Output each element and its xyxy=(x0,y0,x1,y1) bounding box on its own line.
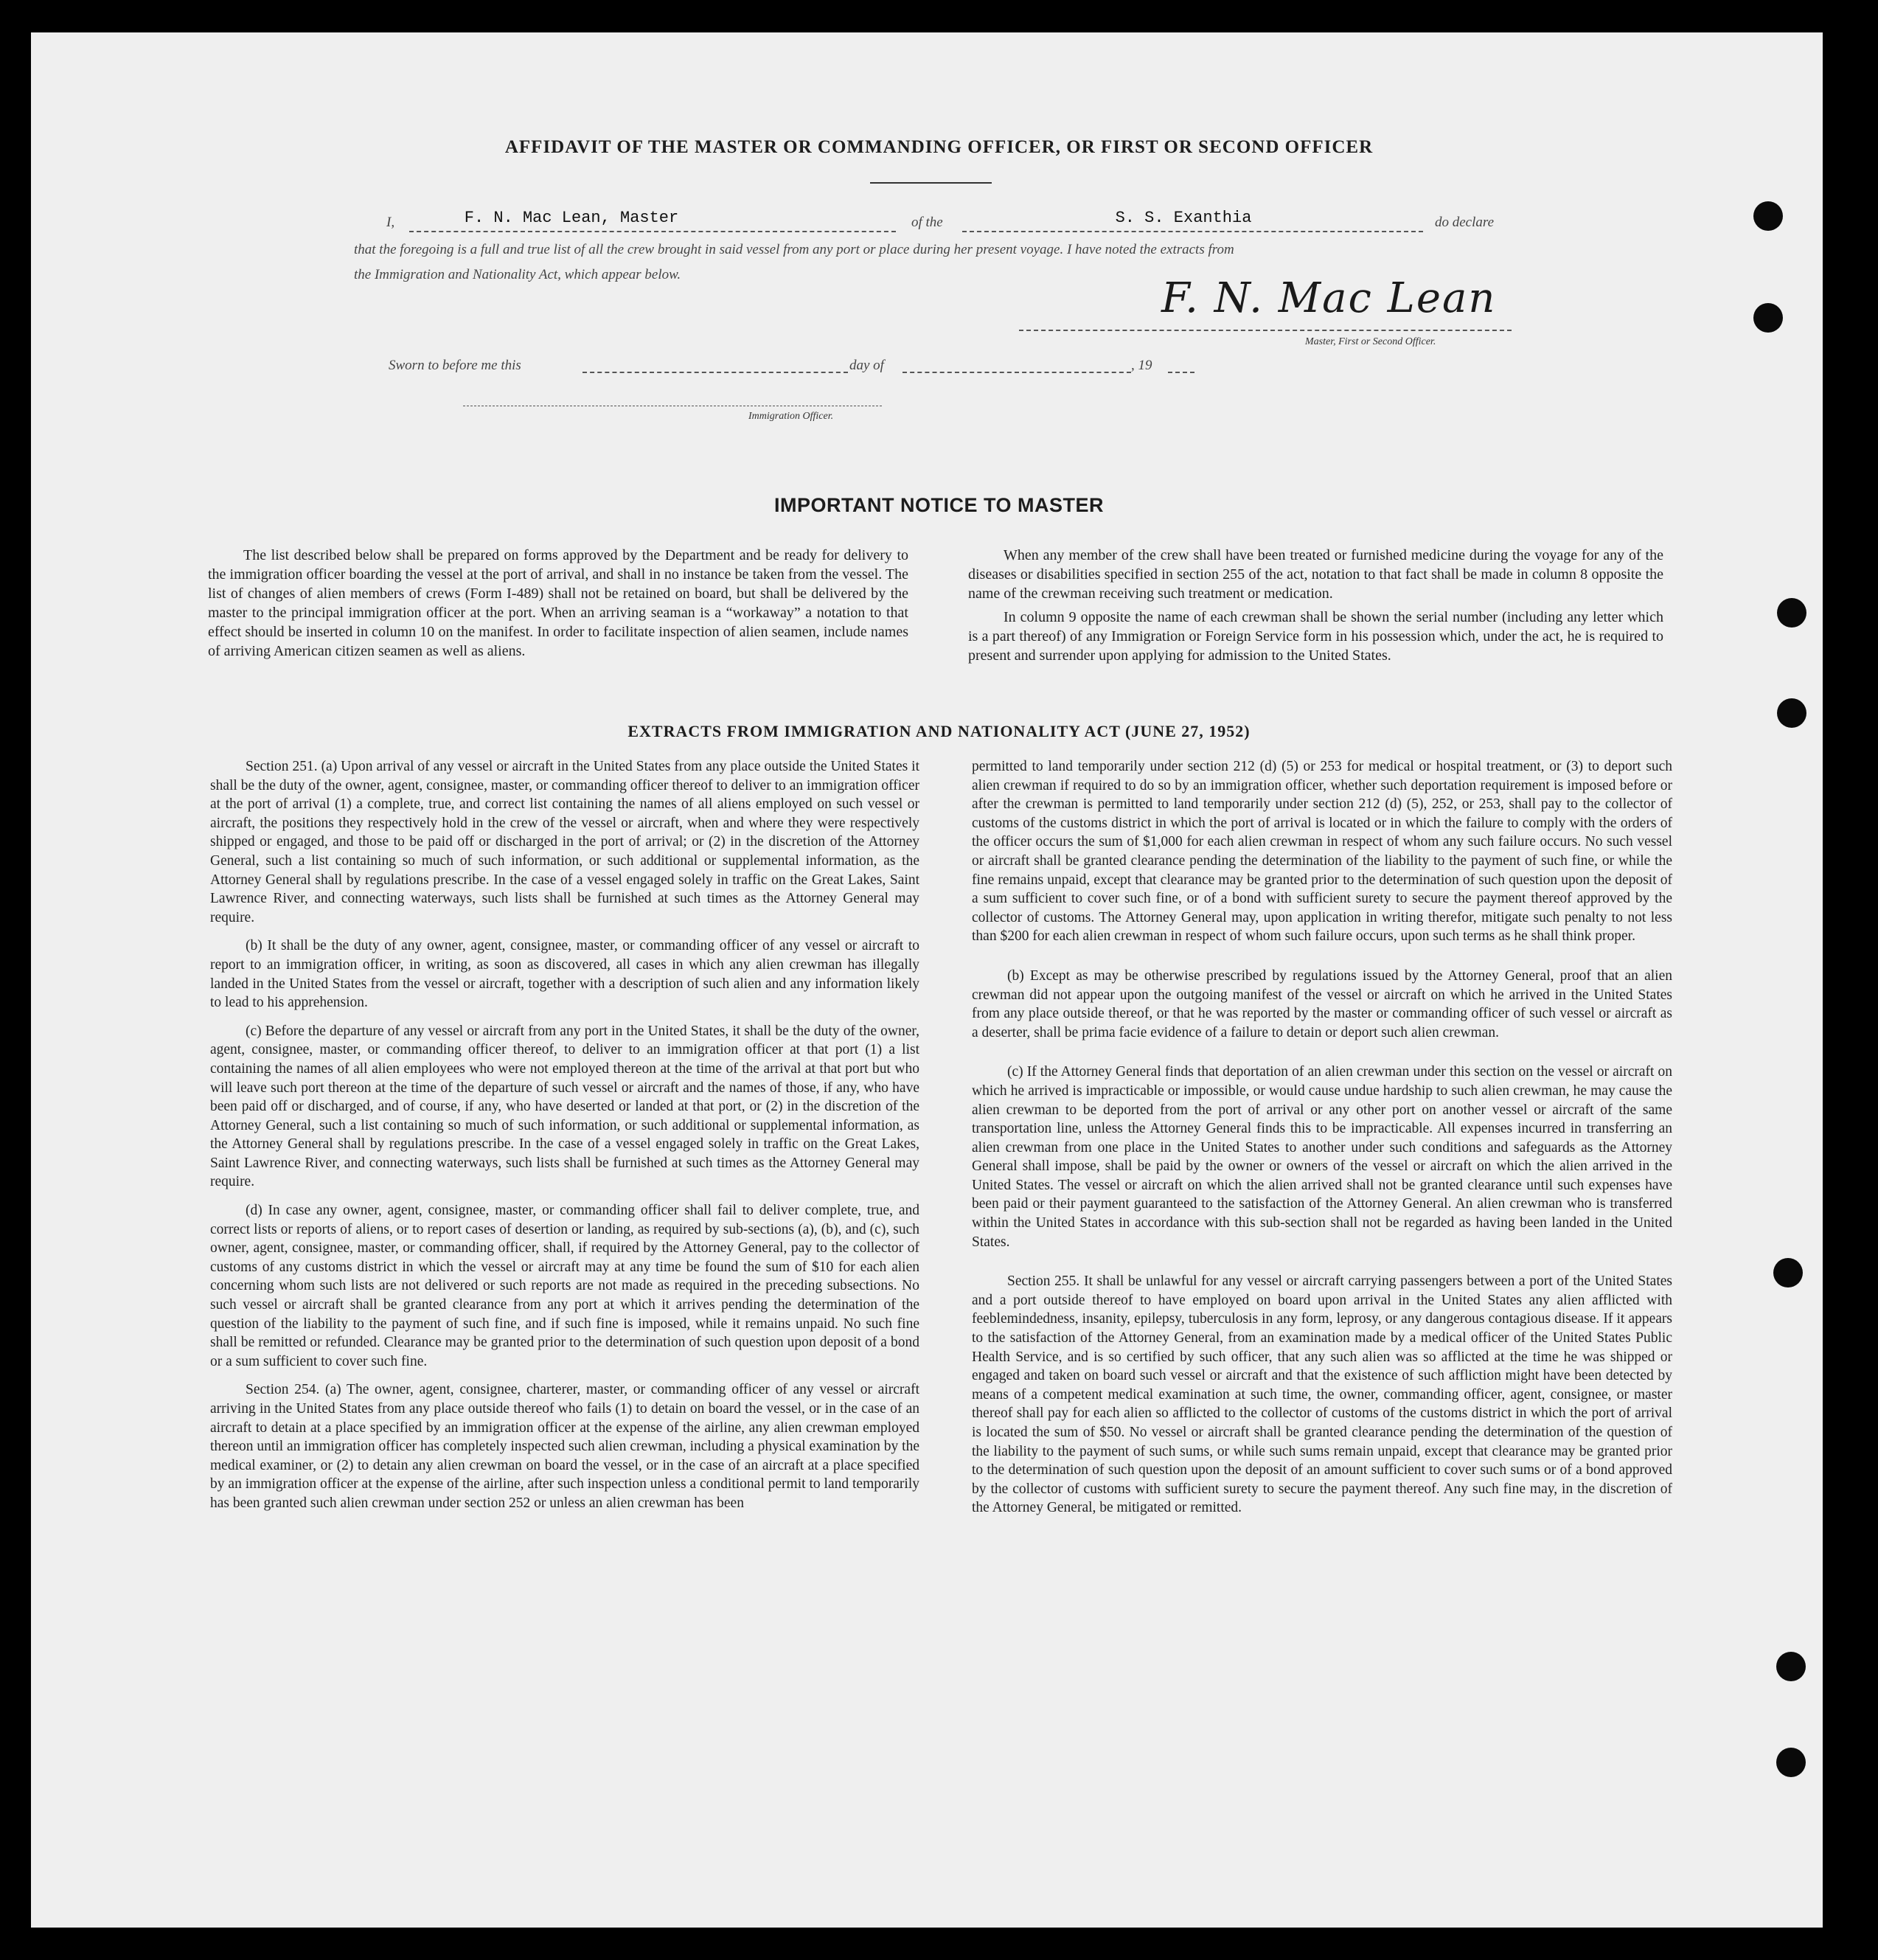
section-254-c: (c) If the Attorney General finds that deportation of an alien crewman under this section on the vessel or aircraft on which he arrived is impracticable or impossible, or would cause undue hardship to such alien crewman, he may cause the alien crewman to be deported from the port of arrival or any other port on another vessel or aircraft of the same transportation line, unless the Attorney General finds this to be impracticable. All expenses incurred in transferring an alien crewman from one place in the United States to another under such conditions and safeguards as the Attorney General shall impose, shall be paid by the owner or owners of the vessel or aircraft on which the alien arrived in the United States. The vessel or aircraft on which the alien arrived shall not be granted clearance until such expenses have been paid or their payment guaranteed to the satisfaction of the Attorney General. An alien crewman who is transferred within the United States in accordance with this sub-section shall not be regarded as having been landed in the United States. xyxy=(972,1064,1672,1250)
vessel-name-line xyxy=(962,231,1423,232)
label-of-the: of the xyxy=(911,215,943,230)
binder-hole-2 xyxy=(1753,303,1783,333)
extracts-title: EXTRACTS FROM IMMIGRATION AND NATIONALITY ACT (JUNE 27, 1952) xyxy=(627,722,1251,740)
master-name-field[interactable]: F. N. Mac Lean, Master xyxy=(464,209,679,227)
declaration-line-2: the Immigration and Nationality Act, which appear below. xyxy=(354,267,681,282)
signature-caption: Master, First or Second Officer. xyxy=(1305,336,1436,347)
binder-hole-7 xyxy=(1776,1748,1806,1777)
section-251-d: (d) In case any owner, agent, consignee, master, or commanding officer shall fail to deliver complete, true, and correct lists or reports of aliens, or to report cases of desertion or landing, as required by sub-sections (a), (b), and (c), such owner, agent, consignee, master, or commanding officer, shall, if required by the Attorney General, pay to the collector of customs of any customs district in which the vessel or aircraft may at any time be found the sum of $10 for each alien concerning whom such lists are not delivered or such reports are not made as required in the preceding subsections. No such vessel or aircraft shall be granted clearance from any port at which it arrives pending the determination of the question of the liability to the payment of such fine, and if such fine is imposed, while it remains unpaid. No such fine shall be remitted or refunded. Clearance may be granted prior to the determination of such question upon deposit of a bond or a sum sufficient to cover such fine. xyxy=(210,1203,919,1369)
signature-line xyxy=(1019,330,1512,331)
section-255: Section 255. It shall be unlawful for any vessel or aircraft carrying passengers between a port of the United States and a port outside thereof to have employed on board upon arrival in the United States any alien afflicted with feeblemindedness, insanity, epilepsy, tuberculosis in any form, leprosy, or any dangerous contagious disease. If it appears to the satisfaction of the Attorney General, from an examination made by a medical officer of the United States Public Health Service, and is so certified by such officer, that any such alien was so afflicted at the time he was shipped or engaged and taken on board such vessel or aircraft and that the existence of such affliction might have been detected by means of a competent medical examination at such time, the owner, commanding officer, agent, consignee, or master thereof shall pay for each alien so afflicted to the collector of customs of the customs district in which the port of arrival is located the sum of $50. No vessel or aircraft shall be granted clearance pending the determination of the question of the liability to the payment of such sums, or while such sums remain unpaid, except that clearance may be granted prior to the determination of such question upon the deposit of an amount sufficient to cover such sums or of a bond approved by the collector of customs with sufficient surety to secure the payment thereof. Any such fine may, in the discretion of the Attorney General, be mitigated or remitted. xyxy=(972,1273,1672,1516)
notice-right-paragraph-1: When any member of the crew shall have been treated or furnished medicine during the voyage for any of the diseases or disabilities specified in section 255 of the act, notation to that fact shall be made in column 8 opposite the name of the crewman receiving such treatment or medication. xyxy=(968,547,1663,602)
master-signature: F. N. Mac Lean xyxy=(1161,274,1497,322)
notice-left-column xyxy=(208,546,908,670)
binder-hole-1 xyxy=(1753,201,1783,231)
notice-left-paragraph: The list described below shall be prepared on forms approved by the Department and be ready for delivery to the immigration officer boarding the vessel at the port of arrival, and shall in no instance be taken from the vessel. The list of changes of alien members of crews (Form I-489) shall not be retained on board, but shall be delivered by the master to the principal immigration officer at the port. When an arriving seaman is a “workaway” a notation to that effect should be inserted in column 10 on the manifest. In order to facilitate inspection of alien seamen, include names of arriving American citizen seamen as well as aliens. xyxy=(208,547,908,659)
binder-hole-6 xyxy=(1776,1652,1806,1681)
label-i: I, xyxy=(386,215,395,230)
day-of-label: day of xyxy=(849,358,884,373)
affidavit-title: AFFIDAVIT OF THE MASTER OR COMMANDING OFFICER, OR FIRST OR SECOND OFFICER xyxy=(504,137,1374,157)
notice-right-column xyxy=(968,546,1663,675)
section-254-b: (b) Except as may be otherwise prescribed by regulations issued by the Attorney General, proof that an alien crewman did not appear upon the outgoing manifest of the vessel or aircraft on which he arrived in the United States from any place outside thereof, or that he was reported by the master or commanding officer of such vessel or aircraft as a deserter, shall be prima facie evidence of a failure to detain or deport such alien crewman. xyxy=(972,967,1672,1040)
declaration-line-1: that the foregoing is a full and true list of all the crew brought in said vessel from any port or place during her present voyage. I have noted the extracts from xyxy=(354,242,1234,257)
master-name-line xyxy=(409,231,896,232)
extracts-right-column xyxy=(972,757,1672,1527)
sworn-label: Sworn to before me this xyxy=(389,358,521,373)
section-254-a: Section 254. (a) The owner, agent, consignee, charterer, master, or commanding officer of any vessel or aircraft arriving in the United States from any place outside thereof who fails (1) to detain on board the vessel, or in the case of an aircraft to detain at a place specified by an immigration officer at the expense of the airline, any alien crewman employed thereon until an immigration officer has completely inspected such alien crewman, including a physical examination by the medical examiner, or (2) to detain any alien crewman on board the vessel, or in the case of an aircraft at a place specified by an immigration officer at the expense of the airline, after such inspection unless a conditional permit to land temporarily has been granted such alien crewman under section 252 or unless an alien crewman has been xyxy=(210,1382,919,1511)
vessel-name-field[interactable]: S. S. Exanthia xyxy=(1115,209,1252,227)
extracts-left-column xyxy=(210,757,919,1523)
section-254-a-continued: permitted to land temporarily under section 212 (d) (5) or 253 for medical or hospital treatment, or (3) to deport such alien crewman if required to do so by an immigration officer, whether such deportation requirement is imposed before or after the crewman is permitted to land temporarily under section 212 (d) (5), 252, or 253, shall pay to the collector of customs of the customs district in which the port of arrival is located or in which the failure to comply with the orders of the officer occurs the sum of $1,000 for each alien crewman in respect of whom any such failure occurs. No such vessel or aircraft shall be granted clearance pending the determination of the liability to the payment of such fine, or while the fine remains unpaid, except that clearance may be granted prior to the determination of such question upon the deposit of a sum sufficient to cover such fine, or of a bond with sufficient surety to secure the payment thereof approved by the collector of customs. The Attorney General may, upon application in writing therefor, mitigate such penalty to not less than $200 for each alien crewman in respect of whom such failure occurs, upon such terms as he shall think proper. xyxy=(972,759,1672,945)
binder-hole-5 xyxy=(1773,1258,1803,1287)
section-251-c: (c) Before the departure of any vessel or aircraft from any port in the United States, it shall be the duty of the owner, agent, consignee, master, or commanding officer thereof, to deliver to an immigration officer at that port (1) a list containing the names of all alien employees who were not employed thereon at the time of the arrival at that port but who will leave such port thereon at the time of the departure of such vessel or aircraft and the names of those, if any, who have been paid off or discharged, and of course, if any, who have deserted or landed at that port, or (2) in the discretion of the Attorney General, such a list containing so much of such information, or such additional or supplemental information, as the Attorney General shall by regulations prescribe. In the case of a vessel engaged solely in traffic on the Great Lakes, Saint Lawrence River, and connecting waterways, such lists shall be furnished at such times as the Attorney General may require. xyxy=(210,1023,919,1190)
sworn-month-line xyxy=(903,372,1131,373)
label-do-declare: do declare xyxy=(1435,215,1495,230)
officer-caption: Immigration Officer. xyxy=(748,411,834,422)
binder-hole-3 xyxy=(1777,598,1806,628)
section-251-b: (b) It shall be the duty of any owner, agent, consignee, master, or commanding officer of any vessel or aircraft to report to an immigration officer, in writing, as soon as discovered, all cases in which any alien crewman has illegally landed in the United States from the vessel or aircraft, together with a description of such alien and any information likely to lead to his apprehension. xyxy=(210,938,919,1011)
notice-right-paragraph-2: In column 9 opposite the name of each crewman shall be shown the serial number (including any letter which is a part thereof) of any Immigration or Foreign Service form in his possession which, under the act, he is required to present and surrender upon applying for admission to the United States. xyxy=(968,609,1663,664)
year-label: , 19 xyxy=(1131,358,1152,373)
notice-title: IMPORTANT NOTICE TO MASTER xyxy=(774,494,1104,516)
title-underline xyxy=(870,182,992,184)
section-251-a: Section 251. (a) Upon arrival of any vessel or aircraft in the United States from any place outside the United States it shall be the duty of the owner, agent, consignee, master, or commanding officer thereof to deliver to an immigration officer at the port of arrival (1) a complete, true, and correct list containing the names of all aliens employed on such vessel or aircraft, the positions they respectively hold in the crew of the vessel or aircraft, when and where they were respectively shipped or engaged, and those to be paid off or discharged in the port of arrival; or (2) in the discretion of the Attorney General, such a list containing so much of such information, or such additional or supplemental information, as the Attorney General shall by regulations prescribe. In the case of a vessel engaged solely in traffic on the Great Lakes, Saint Lawrence River, and connecting waterways, such lists shall be furnished at such times as the Attorney General may require. xyxy=(210,759,919,925)
sworn-day-line xyxy=(582,372,848,373)
sworn-year-line xyxy=(1168,372,1194,373)
